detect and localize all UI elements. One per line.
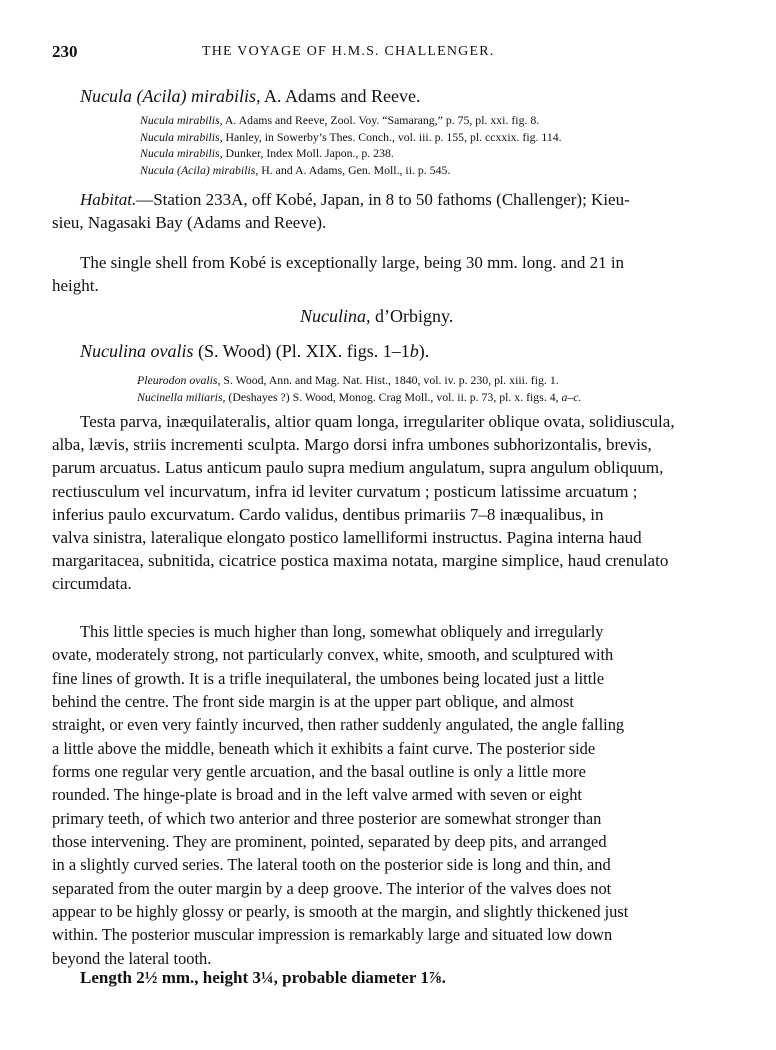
measurements: Length 2½ mm., height 3¼, probable diameter 1⅞.	[80, 968, 446, 987]
habitat-label: Habitat.	[80, 190, 137, 209]
species-name: Nuculina ovalis	[80, 341, 194, 361]
synonymy-list	[137, 372, 581, 405]
genus-heading-nuculina	[300, 306, 453, 327]
species-heading-nuculina-ovalis: Nuculina ovalis (S. Wood) (Pl. XIX. figs. 1–1b).	[80, 341, 430, 361]
species-heading-nucula-mirabilis	[80, 86, 420, 107]
running-head: THE VOYAGE OF H.M.S. CHALLENGER.	[202, 44, 495, 59]
synonymy-entry: Nucula mirabilis, Dunker, Index Moll. Japon., p. 238.	[140, 146, 394, 161]
english-description: This little species is much higher than long, somewhat obliquely and irregularly ovate, moderately strong, not particularly convex, white, smooth, and sculptured with fine lines of growth. It is a trifle inequilateral, the umbones being located just a little behind the centre. The front side margin is at the upper part oblique, and almost straight, or even very faintly incurved, then rather suddenly angulated, the angle falling a little above the middle, beneath which it exhibits a faint curve. The posterior side forms one regular very gentle arcuation, and the basal outline is only a little more rounded. The hinge-plate is broad and in the left valve armed with seven or eight primary teeth, of which two anterior and three posterior are somewhat stronger than those intervening. They are prominent, pointed, separated by deep pits, and arranged in a slightly curved series. The lateral tooth on the posterior side is long and thin, and separated from the outer margin by a deep groove. The interior of the valves does not appear to be highly glossy or pearly, is smooth at the margin, and slightly thickened just within. The posterior muscular impression is remarkably large and situated low down beyond the lateral tooth.	[52, 622, 629, 968]
species-name: Nucula (Acila) mirabilis,	[80, 86, 261, 106]
latin-description: Testa parva, inæquilateralis, altior quam longa, irregulariter oblique ovata, solidiuscula, alba, lævis, striis incrementi sculpta. Margo dorsi infra umbones subhorizontalis, brevis, parum arcuatus. Latus anticum paulo supra medium angulatum, supra angulum obliquum, rectiusculum vel incurvatum, infra id leviter curvatum ; posticum latissime arcuatum ; inferius paulo excurvatum. Cardo validus, dentibus primariis 7–8 inæqualibus, in valva sinistra, lateralique elongato postico lamelliformi instructus. Pagina interna haud margaritacea, subnitida, cicatrice postica maxima notata, margine simplice, haud crenulato circumdata.	[52, 412, 675, 594]
synonymy-entry: Nucula (Acila) mirabilis, H. and A. Adams, Gen. Moll., ii. p. 545.	[140, 162, 451, 177]
size-note-paragraph: The single shell from Kobé is exceptionally large, being 30 mm. long. and 21 in height.	[52, 253, 625, 296]
page-header	[52, 42, 728, 66]
genus-author: d’Orbigny.	[370, 306, 454, 326]
synonymy-entry: Nucinella miliaris, (Deshayes ?) S. Wood, Monog. Crag Moll., vol. ii. p. 73, pl. x. figs. 4, a–c.	[137, 389, 582, 404]
species-author: A. Adams and Reeve.	[260, 86, 421, 106]
synonymy-entry: Nucula mirabilis, Hanley, in Sowerby’s Thes. Conch., vol. iii. p. 155, pl. ccxxix. fig. 114.	[140, 129, 562, 144]
synonymy-entry: Nucula mirabilis, A. Adams and Reeve, Zool. Voy. “Samarang,” p. 75, pl. xxi. fig. 8.	[140, 113, 540, 127]
genus-name: Nuculina,	[300, 306, 371, 326]
synonymy-entry: Pleurodon ovalis, S. Wood, Ann. and Mag. Nat. Hist., 1840, vol. iv. p. 230, pl. xiii. fig. 1.	[137, 373, 559, 387]
synonymy-list	[140, 112, 562, 178]
habitat-paragraph: Habitat.—Station 233A, off Kobé, Japan, in 8 to 50 fathoms (Challenger); Kieu- sieu, Nagasaki Bay (Adams and Reeve).	[52, 190, 630, 233]
page-number: 230	[52, 42, 78, 61]
